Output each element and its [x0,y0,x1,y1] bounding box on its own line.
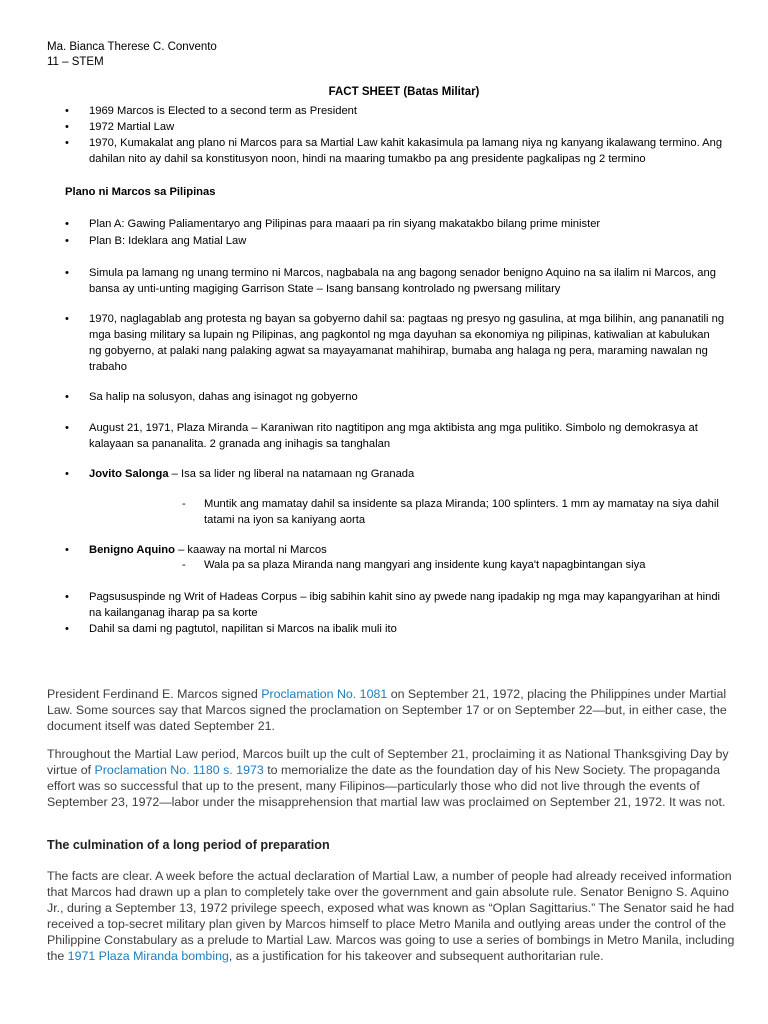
dash-item: - Wala pa sa plaza Miranda nang mangyari ang insidente kung kaya't napagbintangan siya [182,559,646,571]
bullet-item: • Plan B: Ideklara ang Matial Law [65,235,247,247]
bullet-item: • Pagsususpinde ng Writ of Hadeas Corpus – ibig sabihin kahit sino ay pwede nang ipadakip ng mga may kapangyarihan at hindi na kailanganag iharap pa sa korte [65,591,721,619]
proclamation-1180-link[interactable]: Proclamation No. 1180 s. 1973 [94,763,264,777]
bullet-icon: • [65,313,69,325]
bullet-item: • August 21, 1971, Plaza Miranda – Karaniwan rito nagtitipon ang mga aktibista ang mga pulitiko. Simbolo ng demokrasya at kalayaan sa pananalita. 2 granada ang inihagis sa tanghalan [65,422,698,450]
dash-item: - Muntik ang mamatay dahil sa insidente sa plaza Miranda; 100 splinters. 1 mm ay mamatay na siya dahil tatami na iyon sa kaniyang aorta [182,498,719,526]
bullet-item: • 1970, Kumakalat ang plano ni Marcos para sa Martial Law kahit kakasimula pa lamang niya ng kanyang ikalawang termino. Ang dahilan nito ay dahil sa konstitusyon noon, hindi na maaring tumakbo pa ang presidente pagkalipas ng 2 termino [65,137,723,165]
article-paragraph-2: Throughout the Martial Law period, Marcos built up the cult of September 21, proclaiming it as National Thanksgiving Day by virtue of Proclamation No. 1180 s. 1973 to memorialize the date as the foundation day of his New Society. The propaganda effort was so successful that up to the present, many Filipinos—particularly those who did not live through the events of September 23, 1972—labor under the misapprehension that martial law was proclaimed on September 21, 1972. It was not. [47,747,729,809]
bullet-item: • Sa halip na solusyon, dahas ang isinagot ng gobyerno [65,391,358,403]
bullet-item: • Simula pa lamang ng unang termino ni Marcos, nagbabala na ang bagong senador benigno Aquino na sa ilalim ni Marcos, ang bansa ay unti-unting magiging Garrison State – Isang bansang kontrolado ng pwersang military [65,267,716,295]
bullet-item: • 1969 Marcos is Elected to a second term as President [65,105,358,117]
bullet-icon: • [65,105,69,117]
salonga-name: Jovito Salonga [89,468,169,480]
author-section: 11 – STEM [47,56,104,68]
article-heading: The culmination of a long period of preparation [47,838,330,852]
bullet-icon: • [65,623,69,635]
aquino-name: Benigno Aquino [89,544,175,556]
article-paragraph-1: President Ferdinand E. Marcos signed Proclamation No. 1081 on September 21, 1972, placing the Philippines under Martial Law. Some sources say that Marcos signed the proclamation on September 17 or on September 22—but, in either case, the document itself was dated September 21. [47,687,727,733]
bullet-icon: • [65,137,69,149]
proclamation-1081-link[interactable]: Proclamation No. 1081 [261,687,388,701]
bullet-icon: • [65,591,69,603]
bullet-item: • 1970, naglagablab ang protesta ng bayan sa gobyerno dahil sa: pagtaas ng presyo ng gasulina, at mga bilihin, ang pananatili ng mga basing military sa lupain ng Pilipinas, ang pagkontol ng mga dayuhan sa ekonomiya ng pilipinas, katiwalian at kabulukan ng gobyerno, at palaki nang palaking agwat sa mayayamanat mahihirap, bumaba ang halaga ng pera, maraming nawalan ng trabaho [65,313,725,373]
bullet-icon: • [65,422,69,434]
bullet-icon: • [65,468,69,480]
article-paragraph-3: The facts are clear. A week before the actual declaration of Martial Law, a number of people had already received information that Marcos had drawn up a plan to completely take over the government and gain absolute rule. Senator Benigno S. Aquino Jr., during a September 13, 1972 privilege speech, exposed what was known as “Oplan Sagittarius.” The Senator said he had received a top-secret military plan given by Marcos himself to place Metro Manila and outlying areas under the control of the Philippine Constabulary as a prelude to Martial Law. Marcos was going to use a series of bombings in Metro Manila, including the 1971 Plaza Miranda bombing, as a justification for his takeover and subsequent authoritarian rule. [47,869,735,963]
author-name: Ma. Bianca Therese C. Convento [47,41,217,53]
plano-heading: Plano ni Marcos sa Pilipinas [65,186,216,198]
fact-sheet-title: FACT SHEET (Batas Militar) [328,86,480,98]
bullet-icon: • [65,267,69,279]
bullet-icon: • [65,218,69,230]
bullet-item-aquino: • Benigno Aquino – kaaway na mortal ni Marcos [65,544,327,556]
dash-icon: - [182,498,186,510]
bullet-icon: • [65,235,69,247]
plaza-miranda-bombing-link[interactable]: 1971 Plaza Miranda bombing [67,949,229,963]
bullet-icon: • [65,544,69,556]
bullet-icon: • [65,391,69,403]
bullet-item: • 1972 Martial Law [65,121,175,133]
bullet-item: • Dahil sa dami ng pagtutol, napilitan si Marcos na ibalik muli ito [65,623,397,635]
bullet-icon: • [65,121,69,133]
bullet-item-salonga: • Jovito Salonga – Isa sa lider ng liberal na natamaan ng Granada [65,468,415,480]
bullet-item: • Plan A: Gawing Paliamentaryo ang Pilipinas para maaari pa rin siyang makatakbo bilang prime minister [65,218,601,230]
dash-icon: - [182,559,186,571]
